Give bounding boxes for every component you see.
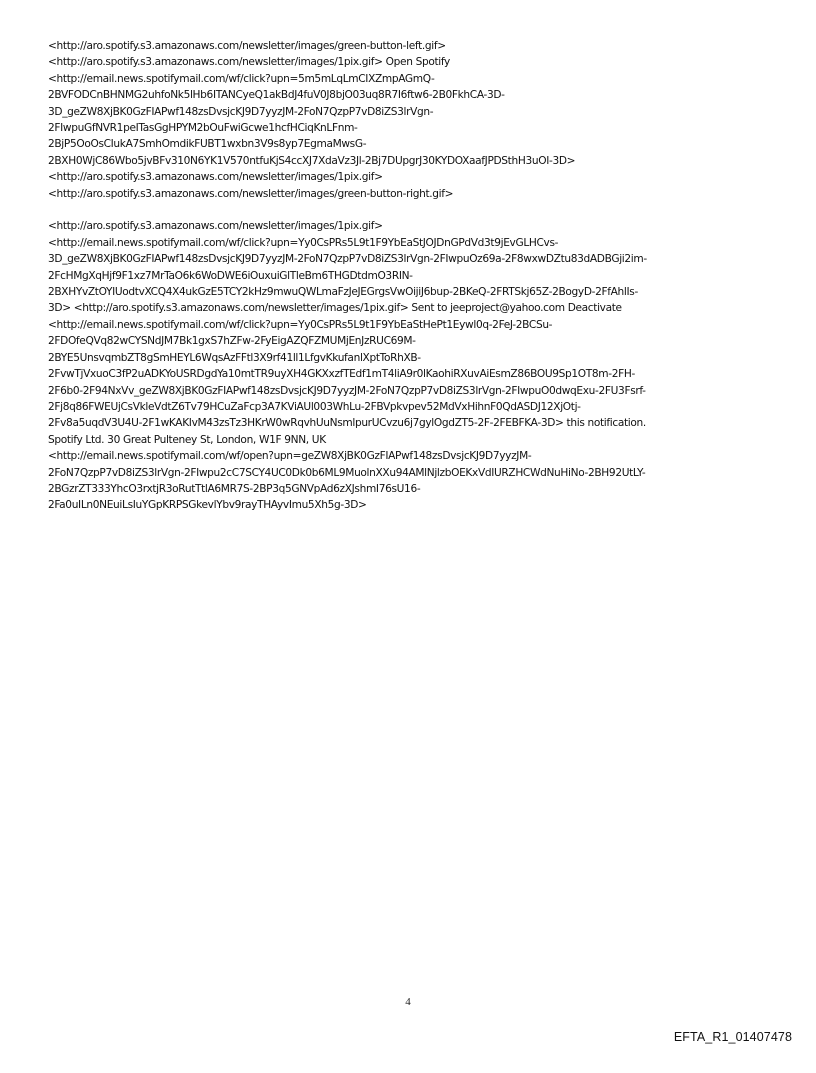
text-line: <http://email.news.spotifymail.com/wf/click?upn=Yy0CsPRs5L9t1F9YbEaStHePt1Eywl0q-2FeJ-2BCSu- bbox=[48, 318, 553, 331]
text-line: 2FDOfeQVq82wCYSNdJM7Bk1gxS7hZFw-2FyEigAZQFZMUMjEnJzRUC69M- bbox=[48, 335, 416, 348]
text-line: <http://email.news.spotifymail.com/wf/open?upn=geZW8XjBK0GzFIAPwf148zsDvsjcKJ9D7yyzJM- bbox=[48, 450, 532, 463]
text-line: <http://aro.spotify.s3.amazonaws.com/newsletter/images/green-button-right.gif> bbox=[48, 187, 454, 200]
text-line: 2BXH0WjC86Wbo5jvBFv310N6YK1V570ntfuKjS4ccXJ7XdaVz3Jl-2Bj7DUpgrJ30KYDOXaafJPDSthH3uOI-3D> bbox=[48, 154, 576, 167]
text-line: 2FIwpuGfNVR1peITasGgHPYM2bOuFwiGcwe1hcfHCiqKnLFnm- bbox=[48, 122, 358, 135]
text-line: 2BYE5UnsvqmbZT8gSmHEYL6WqsAzFFtl3X9rf41ll1LfgvKkufanlXptToRhXB- bbox=[48, 351, 421, 364]
document-id: EFTA_R1_01407478 bbox=[673, 1030, 792, 1044]
text-line: 2BVFODCnBHNMG2uhfoNk5lHb6ITANCyeQ1akBdJ4fuV0J8bjO03uq8R7I6ftw6-2B0FkhCA-3D- bbox=[48, 89, 505, 102]
text-line: <http://email.news.spotifymail.com/wf/click?upn=5m5mLqLmCIXZmpAGmQ- bbox=[48, 72, 435, 85]
text-line: 2FvwTjVxuoC3fP2uADKYoUSRDgdYa10mtTR9uyXH4GKXxzfTEdf1mT4liA9r0lKaohiRXuvAiEsmZ86BOU9Sp1OT8m-2FH- bbox=[48, 368, 635, 381]
open-spotify-block bbox=[48, 38, 778, 202]
text-line: <http://aro.spotify.s3.amazonaws.com/newsletter/images/1pix.gif> Open Spotify bbox=[48, 56, 450, 69]
text-line: <http://aro.spotify.s3.amazonaws.com/newsletter/images/green-button-left.gif> bbox=[48, 40, 446, 52]
text-line: 2BGzrZT333YhcO3rxtjR3oRutTtlA6MR7S-2BP3q5GNVpAd6zXJshmI76sU16- bbox=[48, 482, 421, 495]
text-line: 2FoN7QzpP7vD8iZS3lrVgn-2FIwpu2cC7SCY4UC0Dk0b6ML9MuolnXXu94AMlNjlzbOEKxVdIURZHCWdNuHiNo-2BH92UtLY- bbox=[48, 466, 646, 479]
footer-block bbox=[48, 218, 778, 513]
text-line: 2Fv8a5uqdV3U4U-2F1wKAKIvM43zsTz3HKrW0wRqvhUuNsmlpurUCvzu6j7gylOgdZT5-2F-2FEBFKA-3D> this notification. bbox=[48, 417, 646, 430]
text-line: 2BjP5OoOsCIukA7SmhOmdikFUBT1wxbn3V9s8yp7EgmaMwsG- bbox=[48, 138, 367, 151]
page-number: 4 bbox=[405, 996, 411, 1008]
text-line: <http://email.news.spotifymail.com/wf/click?upn=Yy0CsPRs5L9t1F9YbEaStJOJDnGPdVd3t9jEvGLHCvs- bbox=[48, 236, 559, 249]
email-body bbox=[48, 38, 778, 514]
text-line: 2BXHYvZtOYIUodtvXCQ4X4ukGzE5TCY2kHz9mwuQWLmaFzJeJEGrgsVwOijiJ6bup-2BKeQ-2FRTSkj65Z-2BogyD-2FfAhlIs- bbox=[48, 286, 638, 299]
text-line: 2Fj8q86FWEUjCsVkleVdtZ6Tv79HCuZaFcp3A7KViAUl003WhLu-2FBVpkvpev52MdVxHihnF0QdASDJ12XjOtj- bbox=[48, 400, 581, 413]
text-line: Spotify Ltd. 30 Great Pulteney St, London, W1F 9NN, UK bbox=[48, 433, 326, 446]
text-line: 3D_geZW8XjBK0GzFIAPwf148zsDvsjcKJ9D7yyzJM-2FoN7QzpP7vD8iZS3lrVgn-2FIwpuOz69a-2F8wxwDZtu83dADBGji2im- bbox=[48, 253, 647, 266]
text-line: <http://aro.spotify.s3.amazonaws.com/newsletter/images/1pix.gif> bbox=[48, 171, 383, 184]
text-line: <http://aro.spotify.s3.amazonaws.com/newsletter/images/1pix.gif> bbox=[48, 220, 383, 233]
text-line: 2F6b0-2F94NxVv_geZW8XjBK0GzFIAPwf148zsDvsjcKJ9D7yyzJM-2FoN7QzpP7vD8iZS3lrVgn-2FIwpuO0dwqExu-2FU3Fsrf- bbox=[48, 384, 646, 397]
text-line: 2FcHMgXqHjf9F1xz7MrTaO6k6WoDWE6iOuxuiGlTleBm6THGDtdmO3RIN- bbox=[48, 269, 413, 282]
text-line: 2Fa0uILn0NEuiLsIuYGpKRPSGkevlYbv9rayTHAyvImu5Xh5g-3D> bbox=[48, 499, 367, 512]
text-line: 3D> <http://aro.spotify.s3.amazonaws.com/newsletter/images/1pix.gif> Sent to jeeproject@yahoo.com Deactivate bbox=[48, 302, 622, 315]
text-line: 3D_geZW8XjBK0GzFIAPwf148zsDvsjcKJ9D7yyzJM-2FoN7QzpP7vD8iZS3lrVgn- bbox=[48, 105, 434, 118]
